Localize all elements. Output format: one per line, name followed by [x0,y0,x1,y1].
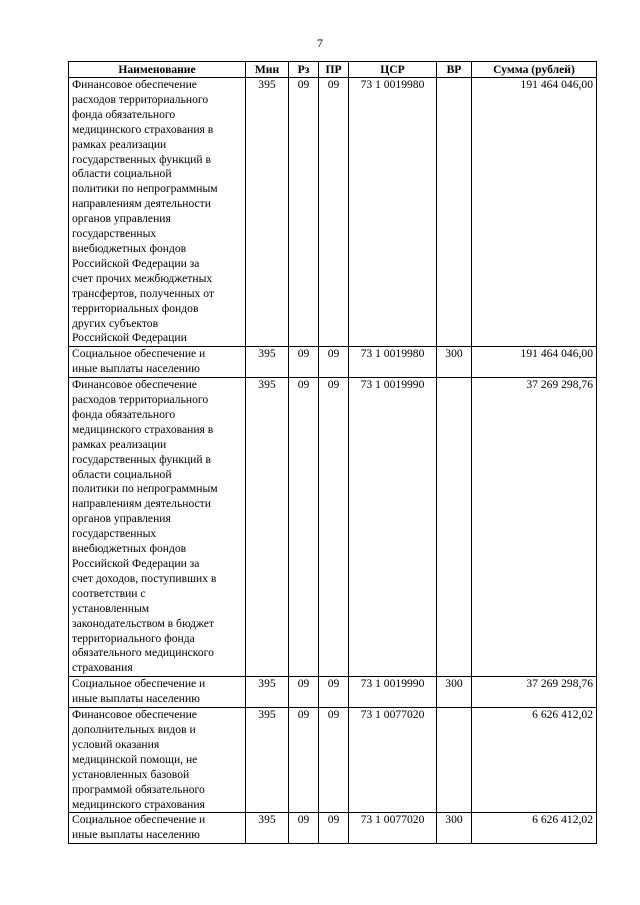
name-line: установленных базовой [72,767,190,781]
cell-sum: 37 269 298,76 [472,378,597,677]
cell-sum: 191 464 046,00 [472,347,597,378]
cell-csr: 73 1 0019990 [349,378,437,677]
name-line: Финансовое обеспечение [72,378,197,392]
table-row [69,347,597,378]
cell-name [69,78,246,347]
cell-min: 395 [246,78,289,347]
page-number: 7 [317,36,323,50]
cell-name [69,708,246,813]
name-line: обязательного медицинского [72,646,214,660]
name-line: государственных [72,227,157,241]
name-line: внебюджетных фондов [72,542,187,556]
table-row [69,708,597,813]
name-line: государственных функций в [72,452,211,466]
cell-sum: 6 626 412,02 [472,708,597,813]
name-line: других субъектов [72,316,159,330]
cell-min: 395 [246,677,289,708]
cell-min: 395 [246,378,289,677]
name-line: территориального фонда [72,631,195,645]
name-line: Финансовое обеспечение [72,78,197,91]
cell-pr: 09 [319,813,349,844]
name-line: государственных [72,527,157,541]
name-line: направлениям деятельности [72,497,211,511]
header-csr: ЦСР [349,62,437,78]
cell-sum: 37 269 298,76 [472,677,597,708]
name-line: государственных функций в [72,152,211,166]
cell-rz: 09 [289,378,319,677]
cell-vr [437,378,472,677]
cell-csr: 73 1 0077020 [349,708,437,813]
cell-vr [437,78,472,347]
name-line: органов управления [72,212,171,226]
name-line: расходов территориального [72,92,209,106]
name-line: фонда обязательного [72,107,176,121]
cell-rz: 09 [289,708,319,813]
cell-pr: 09 [319,378,349,677]
cell-sum: 191 464 046,00 [472,78,597,347]
name-line: счет доходов, поступивших в [72,571,217,585]
name-line: Социальное обеспечение и [72,677,206,691]
name-line: рамках реализации [72,437,167,451]
cell-rz: 09 [289,677,319,708]
name-line: Финансовое обеспечение [72,708,197,722]
cell-pr: 09 [319,677,349,708]
name-line: медицинского страхования в [72,422,214,436]
name-line: направлениям деятельности [72,197,211,211]
header-pr: ПР [319,62,349,78]
name-line: законодательством в бюджет [72,616,214,630]
cell-min: 395 [246,813,289,844]
cell-csr: 73 1 0077020 [349,813,437,844]
name-line: области социальной [72,467,172,481]
cell-name [69,378,246,677]
cell-name [69,347,246,378]
name-line: территориальных фондов [72,301,199,315]
cell-vr: 300 [437,347,472,378]
budget-table [68,61,597,844]
name-line: Российской Федерации за [72,256,200,270]
table-row [69,677,597,708]
name-line: иные выплаты населению [72,828,200,842]
name-line: органов управления [72,512,171,526]
name-line: Социальное обеспечение и [72,813,206,827]
name-line: трансфертов, полученных от [72,286,214,300]
cell-vr: 300 [437,677,472,708]
table-row [69,813,597,844]
name-line: программой обязательного [72,782,205,796]
cell-pr: 09 [319,78,349,347]
header-rz: Рз [289,62,319,78]
name-line: иные выплаты населению [72,362,200,376]
cell-csr: 73 1 0019990 [349,677,437,708]
cell-rz: 09 [289,347,319,378]
cell-rz: 09 [289,78,319,347]
name-line: установленным [72,601,150,615]
name-line: фонда обязательного [72,407,176,421]
name-line: страхования [72,661,133,675]
name-line: дополнительных видов и [72,722,196,736]
name-line: медицинского страхования в [72,122,214,136]
name-line: расходов территориального [72,393,209,407]
name-line: Российской Федерации за [72,557,200,570]
header-min: Мин [246,62,289,78]
cell-rz: 09 [289,813,319,844]
cell-vr: 300 [437,813,472,844]
cell-min: 395 [246,347,289,378]
cell-csr: 73 1 0019980 [349,347,437,378]
name-line: внебюджетных фондов [72,241,187,255]
name-line: медицинского страхования [72,797,205,811]
cell-name [69,677,246,708]
cell-pr: 09 [319,708,349,813]
name-line: Социальное обеспечение и [72,347,206,361]
cell-csr: 73 1 0019980 [349,78,437,347]
name-line: политики по непрограммным [72,482,218,496]
cell-name [69,813,246,844]
name-line: медицинской помощи, не [72,752,198,766]
name-line: условий оказания [72,737,160,751]
name-line: области социальной [72,167,172,181]
name-line: политики по непрограммным [72,182,218,196]
name-line: Российской Федерации [72,331,187,345]
cell-pr: 09 [319,347,349,378]
name-line: соответствии с [72,586,146,600]
table-body [69,78,597,844]
header-name: Наименование [69,62,246,78]
name-line: иные выплаты населению [72,692,200,706]
cell-sum: 6 626 412,02 [472,813,597,844]
table-row [69,378,597,677]
table-row [69,78,597,347]
name-line: счет прочих межбюджетных [72,271,213,285]
name-line: рамках реализации [72,137,167,151]
header-vr: ВР [437,62,472,78]
cell-vr [437,708,472,813]
table-header-row [69,62,597,78]
cell-min: 395 [246,708,289,813]
header-sum: Сумма (рублей) [472,62,597,78]
